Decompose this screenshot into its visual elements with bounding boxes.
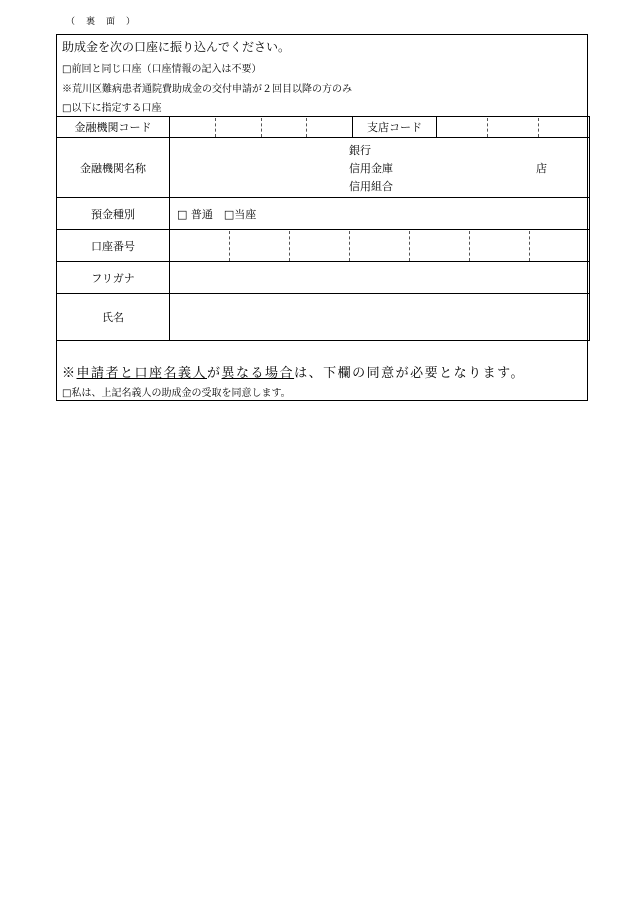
account-table: [56, 116, 590, 341]
option-new-account[interactable]: □以下に指定する口座: [62, 103, 162, 114]
account-number-input[interactable]: [170, 230, 590, 262]
furigana-input[interactable]: [170, 262, 590, 294]
different-holder-note: ※申請者と口座名義人が異なる場合は、下欄の同意が必要となります。: [62, 366, 526, 381]
branch-suffix: 店: [536, 161, 547, 175]
account-number-label: 口座番号: [57, 230, 170, 262]
deposit-type-options[interactable]: □ 普通 □当座: [170, 198, 590, 230]
transfer-heading: 助成金を次の口座に振り込んでください。: [62, 40, 291, 54]
option-same-account[interactable]: □前回と同じ口座（口座情報の記入は不要）: [62, 64, 262, 75]
note-applicant-holder: 申請者と口座名義人: [76, 366, 208, 381]
branch-code-input[interactable]: [437, 117, 590, 138]
bank-type-kumiai: 信用組合: [349, 179, 393, 193]
branch-code-label: 支店コード: [353, 117, 437, 138]
account-holder-name-input[interactable]: [170, 294, 590, 341]
furigana-label: フリガナ: [57, 262, 170, 294]
option-same-account-note: ※荒川区難病患者通院費助成金の交付申請が２回目以降の方のみ: [62, 84, 352, 95]
bank-type-bank: 銀行: [349, 143, 371, 157]
bank-type-list: [349, 142, 393, 196]
deposit-type-label: 預金種別: [57, 198, 170, 230]
bank-name-label: 金融機関名称: [57, 138, 170, 198]
bank-type-shinkin: 信用金庫: [349, 161, 393, 175]
bank-code-input[interactable]: [170, 117, 353, 138]
page-side-label: （ 裏 面 ）: [66, 17, 137, 27]
account-holder-name-label: 氏名: [57, 294, 170, 341]
note-different-case: 異なる場合: [221, 366, 295, 381]
bank-code-label: 金融機関コード: [57, 117, 170, 138]
bank-name-input[interactable]: [170, 138, 590, 198]
consent-checkbox[interactable]: □私は、上記名義人の助成金の受取を同意します。: [62, 388, 291, 399]
